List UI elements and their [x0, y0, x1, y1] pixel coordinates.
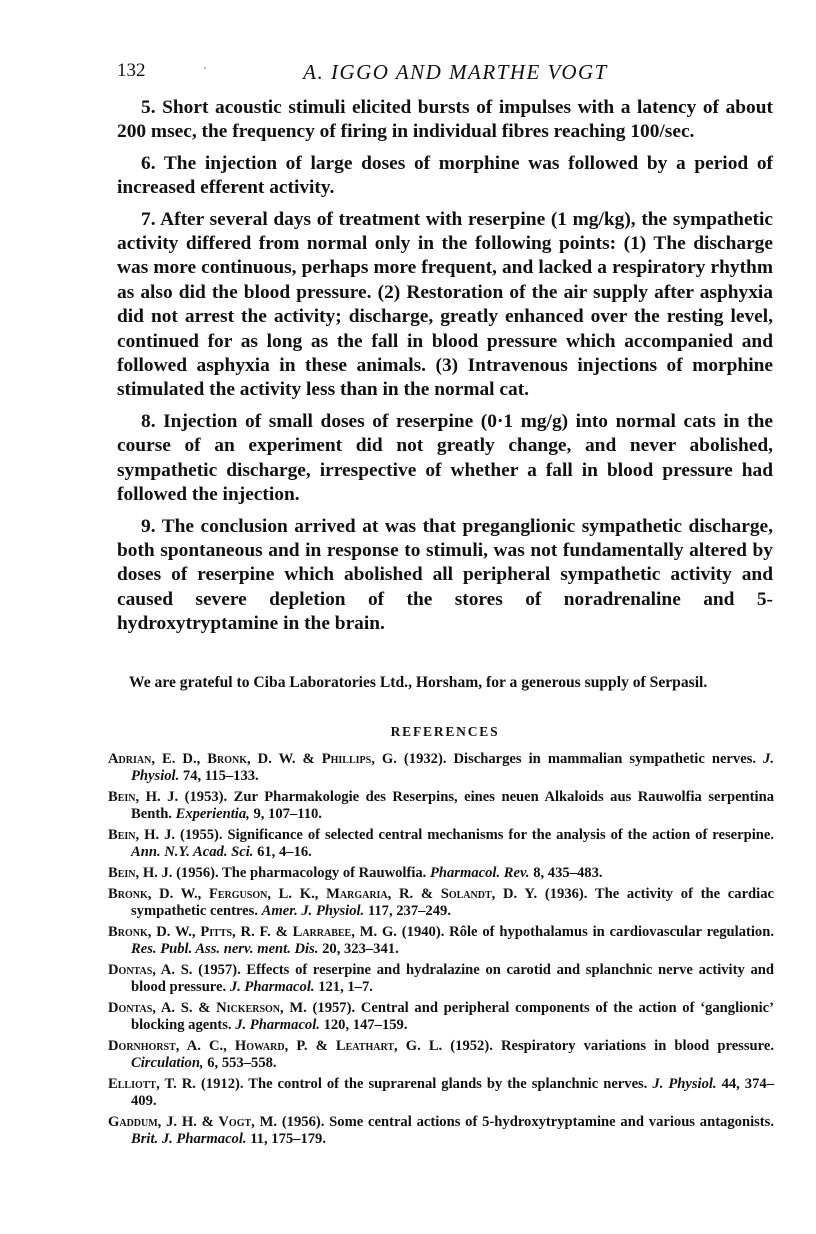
reference-authors: Bronk, D. W., Pitts, R. F. & Larrabee, M. G.	[108, 924, 397, 941]
reference-volume-pages: 44, 374–409.	[131, 1076, 774, 1109]
running-head: A. IGGO AND MARTHE VOGT	[303, 60, 608, 84]
reference-volume-pages: 11, 175–179.	[246, 1130, 327, 1147]
reference-authors: Adrian, E. D., Bronk, D. W. & Phillips, G.	[108, 751, 397, 767]
page-header	[117, 60, 774, 90]
references-heading: REFERENCES	[390, 724, 500, 739]
reference-journal: J. Pharmacol.	[229, 978, 315, 995]
reference-authors: Bein, H. J.	[108, 864, 173, 881]
reference-journal: J. Pharmacol.	[235, 1016, 320, 1033]
reference-journal: Experientia,	[175, 805, 250, 822]
reference-text: (1932). Discharges in mammalian sympathetic nerves.	[396, 751, 764, 767]
reference-item	[108, 1076, 774, 1109]
page-number: 132	[117, 60, 146, 81]
reference-item	[108, 751, 774, 784]
reference-authors: Dontas, A. S.	[108, 962, 193, 979]
reference-authors: Dornhorst, A. C., Howard, P. & Leathart, G. L.	[108, 1038, 443, 1055]
reference-journal: Brit. J. Pharmacol.	[131, 1130, 247, 1147]
summary-paragraph-6: 6. The injection of large doses of morphine was followed by a period of increased efferent activity.	[117, 152, 773, 199]
reference-volume-pages: 20, 323–341.	[318, 940, 399, 957]
summary-paragraph-5: 5. Short acoustic stimuli elicited bursts of impulses with a latency of about 200 msec, the frequency of firing in individual fibres reaching 100/sec.	[117, 97, 773, 143]
reference-item	[108, 886, 774, 919]
reference-journal: Amer. J. Physiol.	[261, 902, 365, 919]
reference-item	[108, 827, 774, 860]
summary-paragraph-7: 7. After several days of treatment with reserpine (1 mg/kg), the sympathetic activity differed from normal only in the following points: (1) The discharge was more continuous, perhaps more frequent, and lacked a respiratory rhythm as also did the blood pressure. (2) Restoration of the air supply after asphyxia did not arrest the activity; discharge, greatly enhanced over the resting level, continued for as long as the fall in blood pressure which accompanied and followed asphyxia in these animals. (3) Intravenous injections of morphine stimulated the activity less than in the normal cat.	[117, 208, 773, 401]
reference-journal: Pharmacol. Rev.	[429, 864, 530, 881]
reference-authors: Gaddum, J. H. & Vogt, M.	[108, 1114, 278, 1131]
reference-text: (1952). Respiratory variations in blood pressure.	[442, 1038, 774, 1055]
reference-text: (1957). Effects of reserpine and hydralazine on carotid and splanchnic nerve activity and blood pressure.	[131, 962, 774, 995]
reference-text: (1940). Rôle of hypothalamus in cardiovascular regulation.	[396, 924, 774, 941]
reference-volume-pages: 61, 4–16.	[253, 843, 312, 860]
reference-volume-pages: 120, 147–159.	[319, 1016, 408, 1033]
reference-authors: Bronk, D. W., Ferguson, L. K., Margaria, R. & Solandt, D. Y.	[108, 886, 538, 903]
summary-paragraph-8: 8. Injection of small doses of reserpine (0·1 mg/g) into normal cats in the course of an experiment did not greatly change, and never abolished, sympathetic discharge, irrespective of whether a fall in blood pressure had followed the injection.	[117, 410, 773, 506]
reference-text: (1955). Significance of selected central mechanisms for the analysis of the action of reserpine.	[175, 826, 774, 843]
reference-item	[108, 789, 774, 822]
reference-volume-pages: 6, 553–558.	[203, 1054, 277, 1071]
reference-text: (1956). Some central actions of 5-hydroxytryptamine and various antagonists.	[277, 1114, 774, 1131]
reference-journal: Circulation,	[131, 1054, 204, 1071]
reference-journal: Res. Publ. Ass. nerv. ment. Dis.	[131, 940, 319, 957]
reference-volume-pages: 9, 107–110.	[249, 805, 322, 822]
reference-item	[108, 1038, 774, 1071]
reference-volume-pages: 117, 237–249.	[364, 902, 451, 919]
reference-authors: Bein, H. J.	[108, 826, 176, 843]
reference-item	[108, 1114, 774, 1147]
reference-journal: J. Physiol.	[131, 751, 774, 784]
reference-item	[108, 924, 774, 957]
reference-item	[108, 962, 774, 995]
summary-paragraph-9: 9. The conclusion arrived at was that preganglionic sympathetic discharge, both spontaneous and in response to stimuli, was not fundamentally altered by doses of reserpine which abolished all peripheral sympathetic activity and caused severe depletion of the stores of noradrenaline and 5-hydroxytryptamine in the brain.	[117, 515, 773, 635]
reference-volume-pages: 74, 115–133.	[179, 767, 259, 784]
reference-authors: Dontas, A. S. & Nickerson, M.	[108, 1000, 307, 1017]
reference-text: (1936). The activity of the cardiac sympathetic centres.	[131, 886, 775, 919]
reference-item	[108, 1000, 774, 1033]
reference-text: (1953). Zur Pharmakologie des Reserpins, eines neuen Alkaloids aus Rauwolfia serpentina Benth.	[131, 788, 774, 822]
reference-text: (1957). Central and peripheral components of the action of ‘ganglionic’ blocking agents.	[131, 1000, 774, 1033]
reference-authors: Bein, H. J.	[108, 788, 179, 805]
reference-volume-pages: 8, 435–483.	[529, 864, 603, 881]
summary-section	[117, 96, 773, 644]
reference-authors: Elliott, T. R.	[108, 1076, 196, 1093]
reference-item	[108, 865, 774, 882]
reference-text: (1956). The pharmacology of Rauwolfia.	[172, 864, 430, 881]
reference-text: (1912). The control of the suprarenal glands by the splanchnic nerves.	[195, 1076, 653, 1093]
reference-volume-pages: 121, 1–7.	[314, 978, 373, 995]
references-list	[108, 751, 774, 1152]
acknowledgement: We are grateful to Ciba Laboratories Ltd., Horsham, for a generous supply of Serpasil.	[129, 674, 708, 691]
reference-journal: Ann. N.Y. Acad. Sci.	[131, 843, 254, 860]
reference-journal: J. Physiol.	[652, 1076, 717, 1093]
